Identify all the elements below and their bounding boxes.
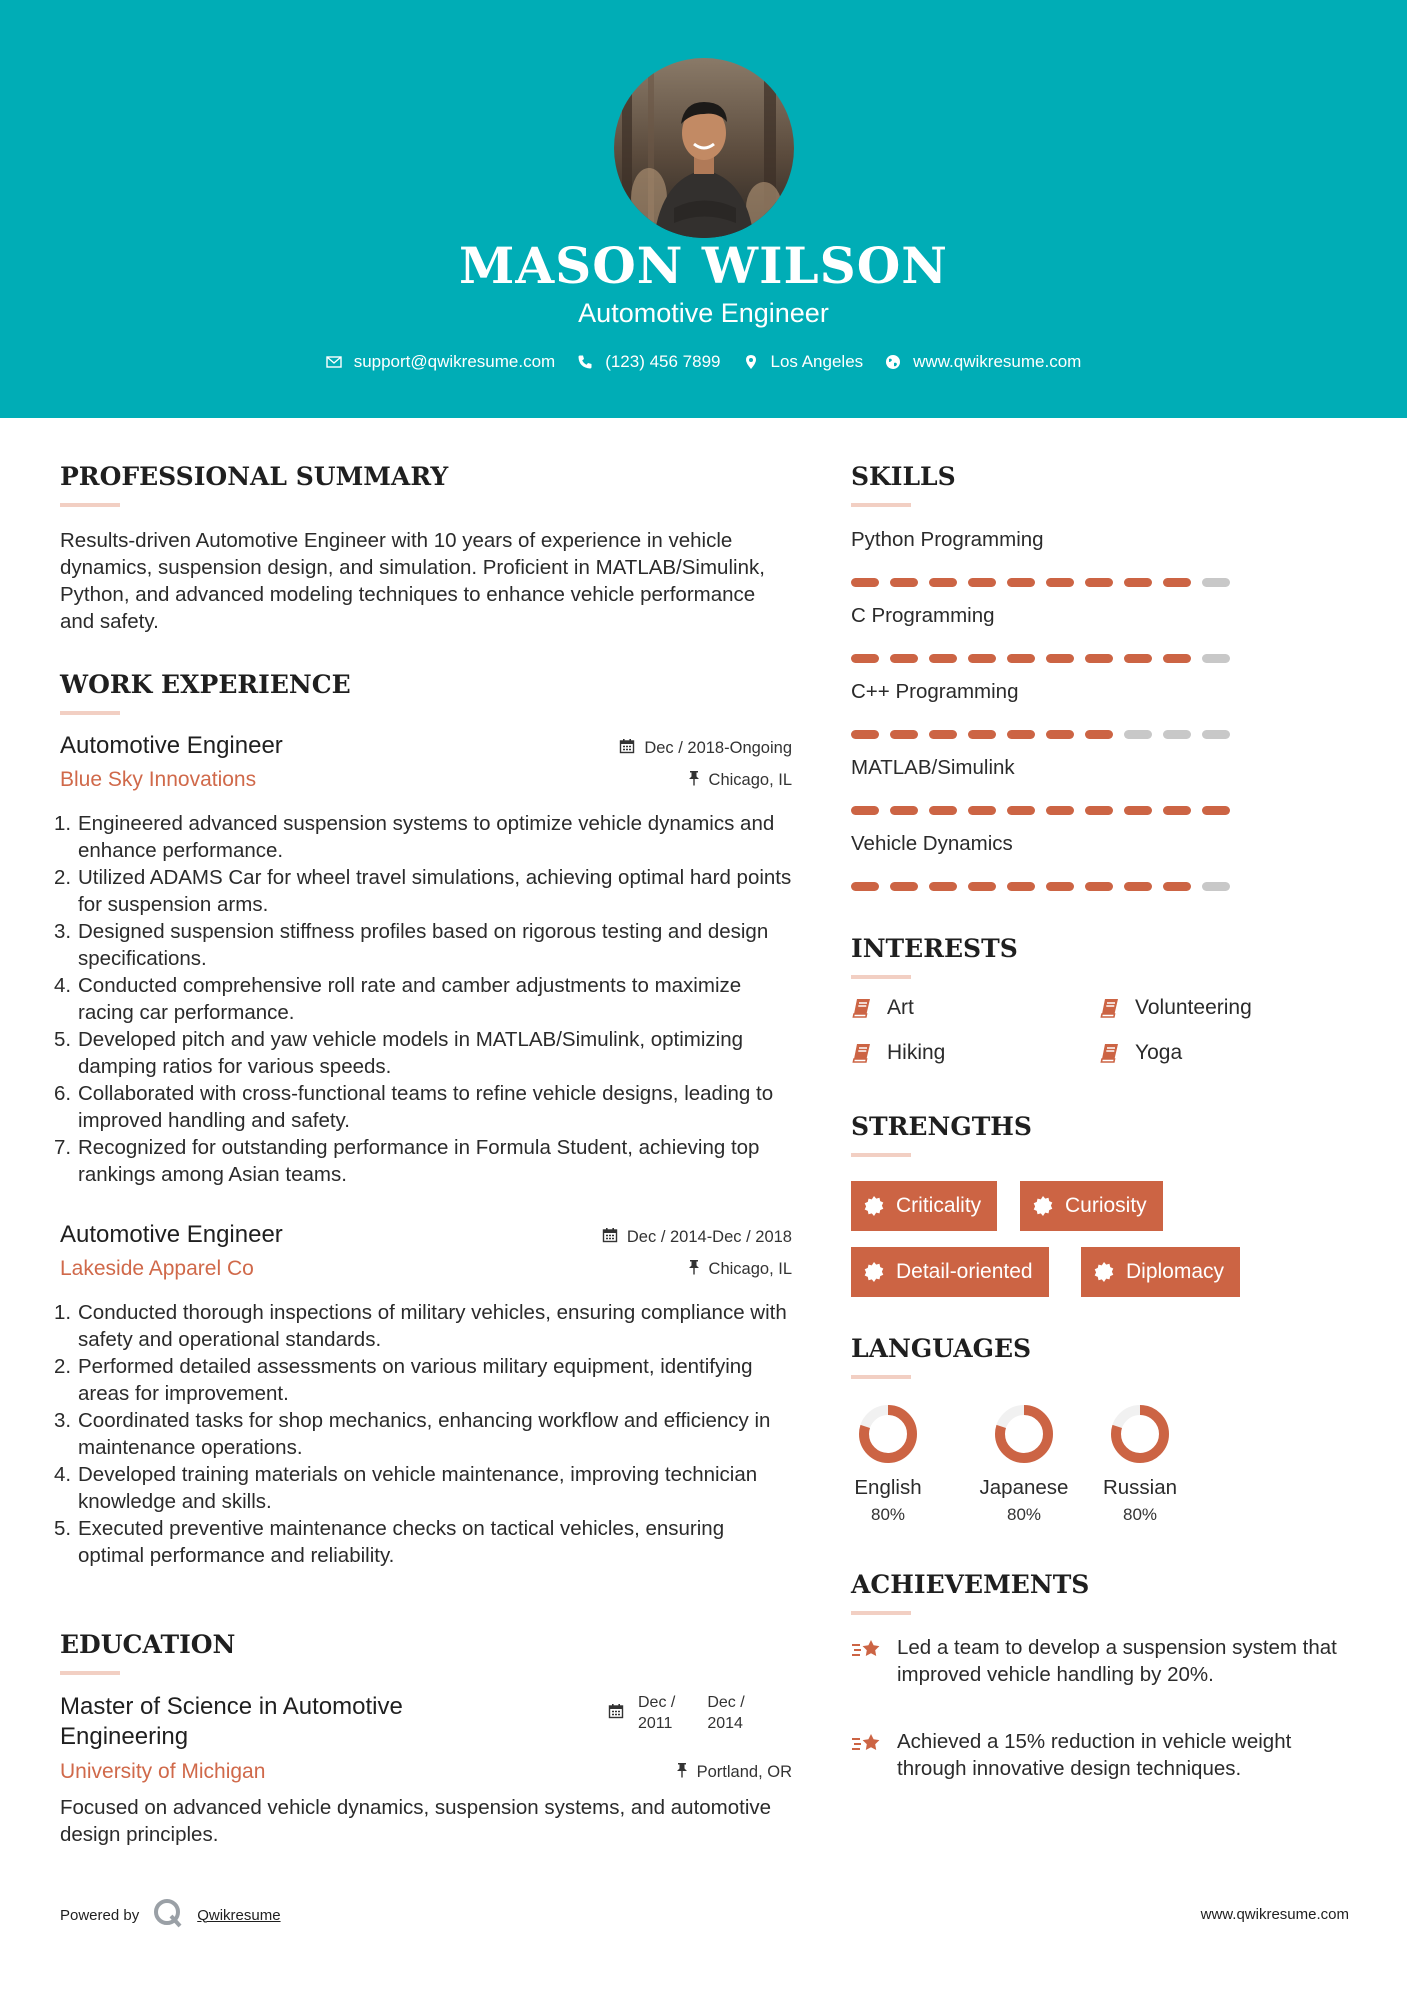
shooting-star-icon: [851, 1636, 883, 1664]
job-location-text: Chicago, IL: [708, 1260, 792, 1278]
language-item: [838, 1402, 938, 1525]
shooting-star-icon: [851, 1730, 883, 1758]
languages-heading: LANGUAGES: [851, 1334, 1032, 1363]
skill-dash-filled: [851, 654, 879, 663]
language-progress-ring: [1108, 1402, 1172, 1466]
experience-heading: WORK EXPERIENCE: [60, 670, 351, 699]
skill-dash-filled: [1085, 730, 1113, 739]
job-date-text: Dec / 2018-Ongoing: [644, 739, 792, 757]
contact-website-text: www.qwikresume.com: [913, 352, 1082, 371]
skill-dash-filled: [1124, 882, 1152, 891]
skill-dash-filled: [1085, 654, 1113, 663]
skill-dash-filled: [929, 882, 957, 891]
list-item: 2. Performed detailed assessments on various military equipment, identifying areas for improvement.: [54, 1355, 753, 1405]
pushpin-icon: [675, 1762, 689, 1783]
skill-dash-filled: [1085, 882, 1113, 891]
contact-bar: [0, 352, 1407, 372]
education-location-text: Portland, OR: [696, 1763, 792, 1781]
badge-icon: [863, 1195, 885, 1217]
list-item: 3. Designed suspension stiffness profiles based on rigorous testing and design specifications.: [54, 920, 769, 970]
list-item: 7. Recognized for outstanding performance in Formula Student, achieving top rankings among Asian teams.: [54, 1136, 760, 1186]
skill-dash-filled: [1007, 654, 1035, 663]
strengths-underline: [851, 1153, 911, 1157]
skill-dash-empty: [1202, 654, 1230, 663]
job-location: [687, 1259, 792, 1280]
skill-dash-filled: [1007, 806, 1035, 815]
language-percent: 80%: [870, 1505, 906, 1524]
badge-icon: [1032, 1195, 1054, 1217]
list-item: 6. Collaborated with cross-functional teams to refine vehicle designs, leading to improved handling and safety.: [54, 1082, 774, 1132]
skill-dash-filled: [890, 882, 918, 891]
skill-dash-filled: [890, 654, 918, 663]
skill-rating: [851, 654, 1231, 663]
contact-email[interactable]: [326, 352, 556, 372]
skill-name: MATLAB/Simulink: [851, 756, 1015, 779]
summary-text: Results-driven Automotive Engineer with 10 years of experience in vehicle dynamics, suspension design, and simulation. Proficient in MATLAB/Simulink, Python, and advanced modeling techniques to enhance vehicle performance and safety.: [60, 529, 765, 633]
job-company: Lakeside Apparel Co: [60, 1257, 254, 1280]
map-pin-icon: [743, 354, 759, 370]
job-role: Automotive Engineer: [60, 732, 283, 759]
interest-item: [851, 1041, 945, 1065]
interest-label: Volunteering: [1135, 996, 1252, 1019]
job-date-text: Dec / 2014-Dec / 2018: [626, 1228, 792, 1246]
skill-name: C Programming: [851, 604, 995, 627]
experience-underline: [60, 711, 120, 715]
strength-badge: [851, 1181, 997, 1231]
skill-dash-filled: [968, 806, 996, 815]
interests-heading: INTERESTS: [851, 934, 1018, 963]
skill-rating: [851, 882, 1231, 891]
skills-underline: [851, 503, 911, 507]
achievement-item: [851, 1634, 1351, 1688]
badge-icon: [1093, 1261, 1115, 1283]
job-location: [687, 770, 792, 791]
skill-dash-filled: [1163, 578, 1191, 587]
book-icon: [851, 997, 873, 1019]
skill-dash-filled: [1163, 806, 1191, 815]
language-name: English: [854, 1476, 922, 1499]
interest-label: Yoga: [1135, 1041, 1183, 1064]
job-company: Blue Sky Innovations: [60, 768, 257, 791]
job-date: [602, 1227, 792, 1248]
language-item: [1090, 1402, 1190, 1525]
education-entry: [60, 1692, 792, 1848]
book-icon: [1099, 1042, 1121, 1064]
education-location: [675, 1762, 792, 1783]
skill-dash-filled: [890, 578, 918, 587]
skill-item: [851, 604, 1231, 663]
powered-by: [60, 1896, 281, 1934]
badge-icon: [863, 1261, 885, 1283]
skill-dash-filled: [1007, 578, 1035, 587]
contact-phone-text: (123) 456 7899: [605, 352, 721, 371]
skill-dash-filled: [851, 806, 879, 815]
resume-header: [0, 0, 1407, 418]
book-icon: [1099, 997, 1121, 1019]
footer-website[interactable]: www.qwikresume.com: [1200, 1906, 1349, 1923]
interest-item: [1099, 996, 1252, 1020]
interest-label: Hiking: [887, 1041, 946, 1064]
skill-dash-filled: [929, 806, 957, 815]
list-item: 1. Engineered advanced suspension systems to optimize vehicle dynamics and enhance performance.: [54, 812, 775, 862]
list-item: 1. Conducted thorough inspections of military vehicles, ensuring compliance with safety and operational standards.: [54, 1301, 787, 1351]
skill-rating: [851, 730, 1231, 739]
skill-dash-filled: [1046, 806, 1074, 815]
skill-dash-filled: [890, 806, 918, 815]
skill-name: Vehicle Dynamics: [851, 832, 1013, 855]
skill-dash-filled: [1046, 578, 1074, 587]
contact-website[interactable]: [885, 352, 1081, 372]
language-item: [974, 1402, 1074, 1525]
skill-dash-filled: [1085, 806, 1113, 815]
list-item: 4. Developed training materials on vehicle maintenance, improving technician knowledge and skills.: [54, 1463, 758, 1513]
education-dates: [608, 1692, 745, 1734]
skill-dash-filled: [968, 578, 996, 587]
phone-icon: [577, 354, 593, 370]
skill-dash-empty: [1202, 882, 1230, 891]
skill-dash-filled: [1007, 882, 1035, 891]
skill-rating: [851, 578, 1231, 587]
achievements-heading: ACHIEVEMENTS: [851, 1570, 1090, 1599]
globe-icon: [885, 354, 901, 370]
languages-underline: [851, 1375, 911, 1379]
qwikresume-logo-icon: [151, 1896, 185, 1934]
contact-location: [743, 352, 864, 372]
strength-badge: [1081, 1247, 1240, 1297]
language-name: Japanese: [979, 1476, 1069, 1499]
skill-dash-filled: [1163, 882, 1191, 891]
skill-dash-empty: [1124, 730, 1152, 739]
powered-by-label: Powered by: [60, 1906, 140, 1924]
skill-dash-filled: [929, 730, 957, 739]
contact-location-text: Los Angeles: [770, 352, 864, 371]
list-item: 4. Conducted comprehensive roll rate and camber adjustments to maximize racing car performance.: [54, 974, 742, 1024]
skill-dash-filled: [851, 730, 879, 739]
envelope-icon: [326, 354, 342, 370]
candidate-name: MASON WILSON: [459, 236, 948, 295]
list-item: 5. Developed pitch and yaw vehicle models in MATLAB/Simulink, optimizing damping ratios for various speeds.: [54, 1028, 744, 1078]
interests-underline: [851, 975, 911, 979]
language-percent: 80%: [1122, 1505, 1158, 1524]
skill-item: [851, 756, 1231, 815]
skill-item: [851, 832, 1231, 891]
contact-email-text: support@qwikresume.com: [353, 352, 556, 371]
qwikresume-link[interactable]: Qwikresume: [197, 1906, 281, 1924]
skills-heading: SKILLS: [851, 462, 956, 491]
skill-item: [851, 528, 1231, 587]
skill-dash-empty: [1202, 578, 1230, 587]
skill-rating: [851, 806, 1231, 815]
strength-label: Criticality: [896, 1194, 982, 1217]
skill-dash-filled: [1202, 806, 1230, 815]
interest-item: [851, 996, 914, 1020]
strength-badge: [851, 1247, 1049, 1297]
pushpin-icon: [687, 1259, 701, 1280]
candidate-title: Automotive Engineer: [578, 298, 829, 328]
skill-dash-filled: [1124, 654, 1152, 663]
strength-label: Curiosity: [1065, 1194, 1147, 1217]
interest-label: Art: [887, 996, 914, 1019]
book-icon: [851, 1042, 873, 1064]
skill-dash-filled: [1046, 730, 1074, 739]
skill-dash-empty: [1163, 730, 1191, 739]
skill-dash-filled: [890, 730, 918, 739]
education-description: Focused on advanced vehicle dynamics, suspension systems, and automotive design principles.: [60, 1796, 772, 1846]
job-location-text: Chicago, IL: [708, 771, 792, 789]
calendar-icon: [602, 1227, 618, 1248]
strength-label: Diplomacy: [1126, 1260, 1225, 1283]
skill-dash-filled: [968, 730, 996, 739]
language-percent: 80%: [1006, 1505, 1042, 1524]
language-name: Russian: [1102, 1476, 1178, 1499]
skill-dash-filled: [968, 654, 996, 663]
skill-dash-filled: [929, 578, 957, 587]
language-progress-ring: [856, 1402, 920, 1466]
job-bullets: [54, 1299, 792, 1569]
contact-phone[interactable]: [577, 352, 720, 372]
skill-dash-filled: [929, 654, 957, 663]
skill-dash-filled: [1124, 578, 1152, 587]
achievement-text: Achieved a 15% reduction in vehicle weight through innovative design techniques.: [897, 1730, 1292, 1780]
achievements-underline: [851, 1611, 911, 1615]
skill-dash-filled: [851, 882, 879, 891]
education-end-date: Dec / 2014: [707, 1694, 745, 1732]
skill-dash-empty: [1202, 730, 1230, 739]
education-school: University of Michigan: [60, 1760, 266, 1783]
skill-item: [851, 680, 1231, 739]
strengths-heading: STRENGTHS: [851, 1112, 1032, 1141]
calendar-icon: [619, 738, 635, 759]
skill-dash-filled: [1085, 578, 1113, 587]
list-item: 5. Executed preventive maintenance checks on tactical vehicles, ensuring optimal performance and reliability.: [54, 1517, 725, 1567]
pushpin-icon: [687, 770, 701, 791]
education-start-date: Dec / 2011: [638, 1694, 676, 1732]
summary-underline: [60, 503, 120, 507]
skill-dash-filled: [1163, 654, 1191, 663]
skill-dash-filled: [968, 882, 996, 891]
strength-badge: [1020, 1181, 1163, 1231]
achievement-text: Led a team to develop a suspension system that improved vehicle handling by 20%.: [897, 1636, 1337, 1686]
education-heading: EDUCATION: [60, 1630, 236, 1659]
education-underline: [60, 1671, 120, 1675]
profile-photo: [614, 58, 794, 238]
job-entry: [54, 732, 792, 1188]
job-bullets: [54, 810, 792, 1188]
skill-dash-filled: [1046, 654, 1074, 663]
interest-item: [1099, 1041, 1182, 1065]
skill-dash-filled: [851, 578, 879, 587]
calendar-icon: [608, 1703, 624, 1734]
skill-dash-filled: [1007, 730, 1035, 739]
job-entry: [54, 1221, 792, 1569]
skill-dash-filled: [1046, 882, 1074, 891]
skill-dash-filled: [1124, 806, 1152, 815]
job-role: Automotive Engineer: [60, 1221, 283, 1248]
list-item: 3. Coordinated tasks for shop mechanics, enhancing workflow and efficiency in maintenance operations.: [54, 1409, 771, 1459]
list-item: 2. Utilized ADAMS Car for wheel travel simulations, achieving optimal hard points for suspension arms.: [54, 866, 792, 916]
skill-name: C++ Programming: [851, 680, 1019, 703]
job-date: [619, 738, 792, 759]
achievement-item: [851, 1728, 1351, 1782]
summary-heading: PROFESSIONAL SUMMARY: [60, 462, 449, 491]
education-degree: Master of Science in Automotive Engineering: [60, 1693, 403, 1750]
language-progress-ring: [992, 1402, 1056, 1466]
skill-name: Python Programming: [851, 528, 1044, 551]
strength-label: Detail-oriented: [896, 1260, 1033, 1283]
